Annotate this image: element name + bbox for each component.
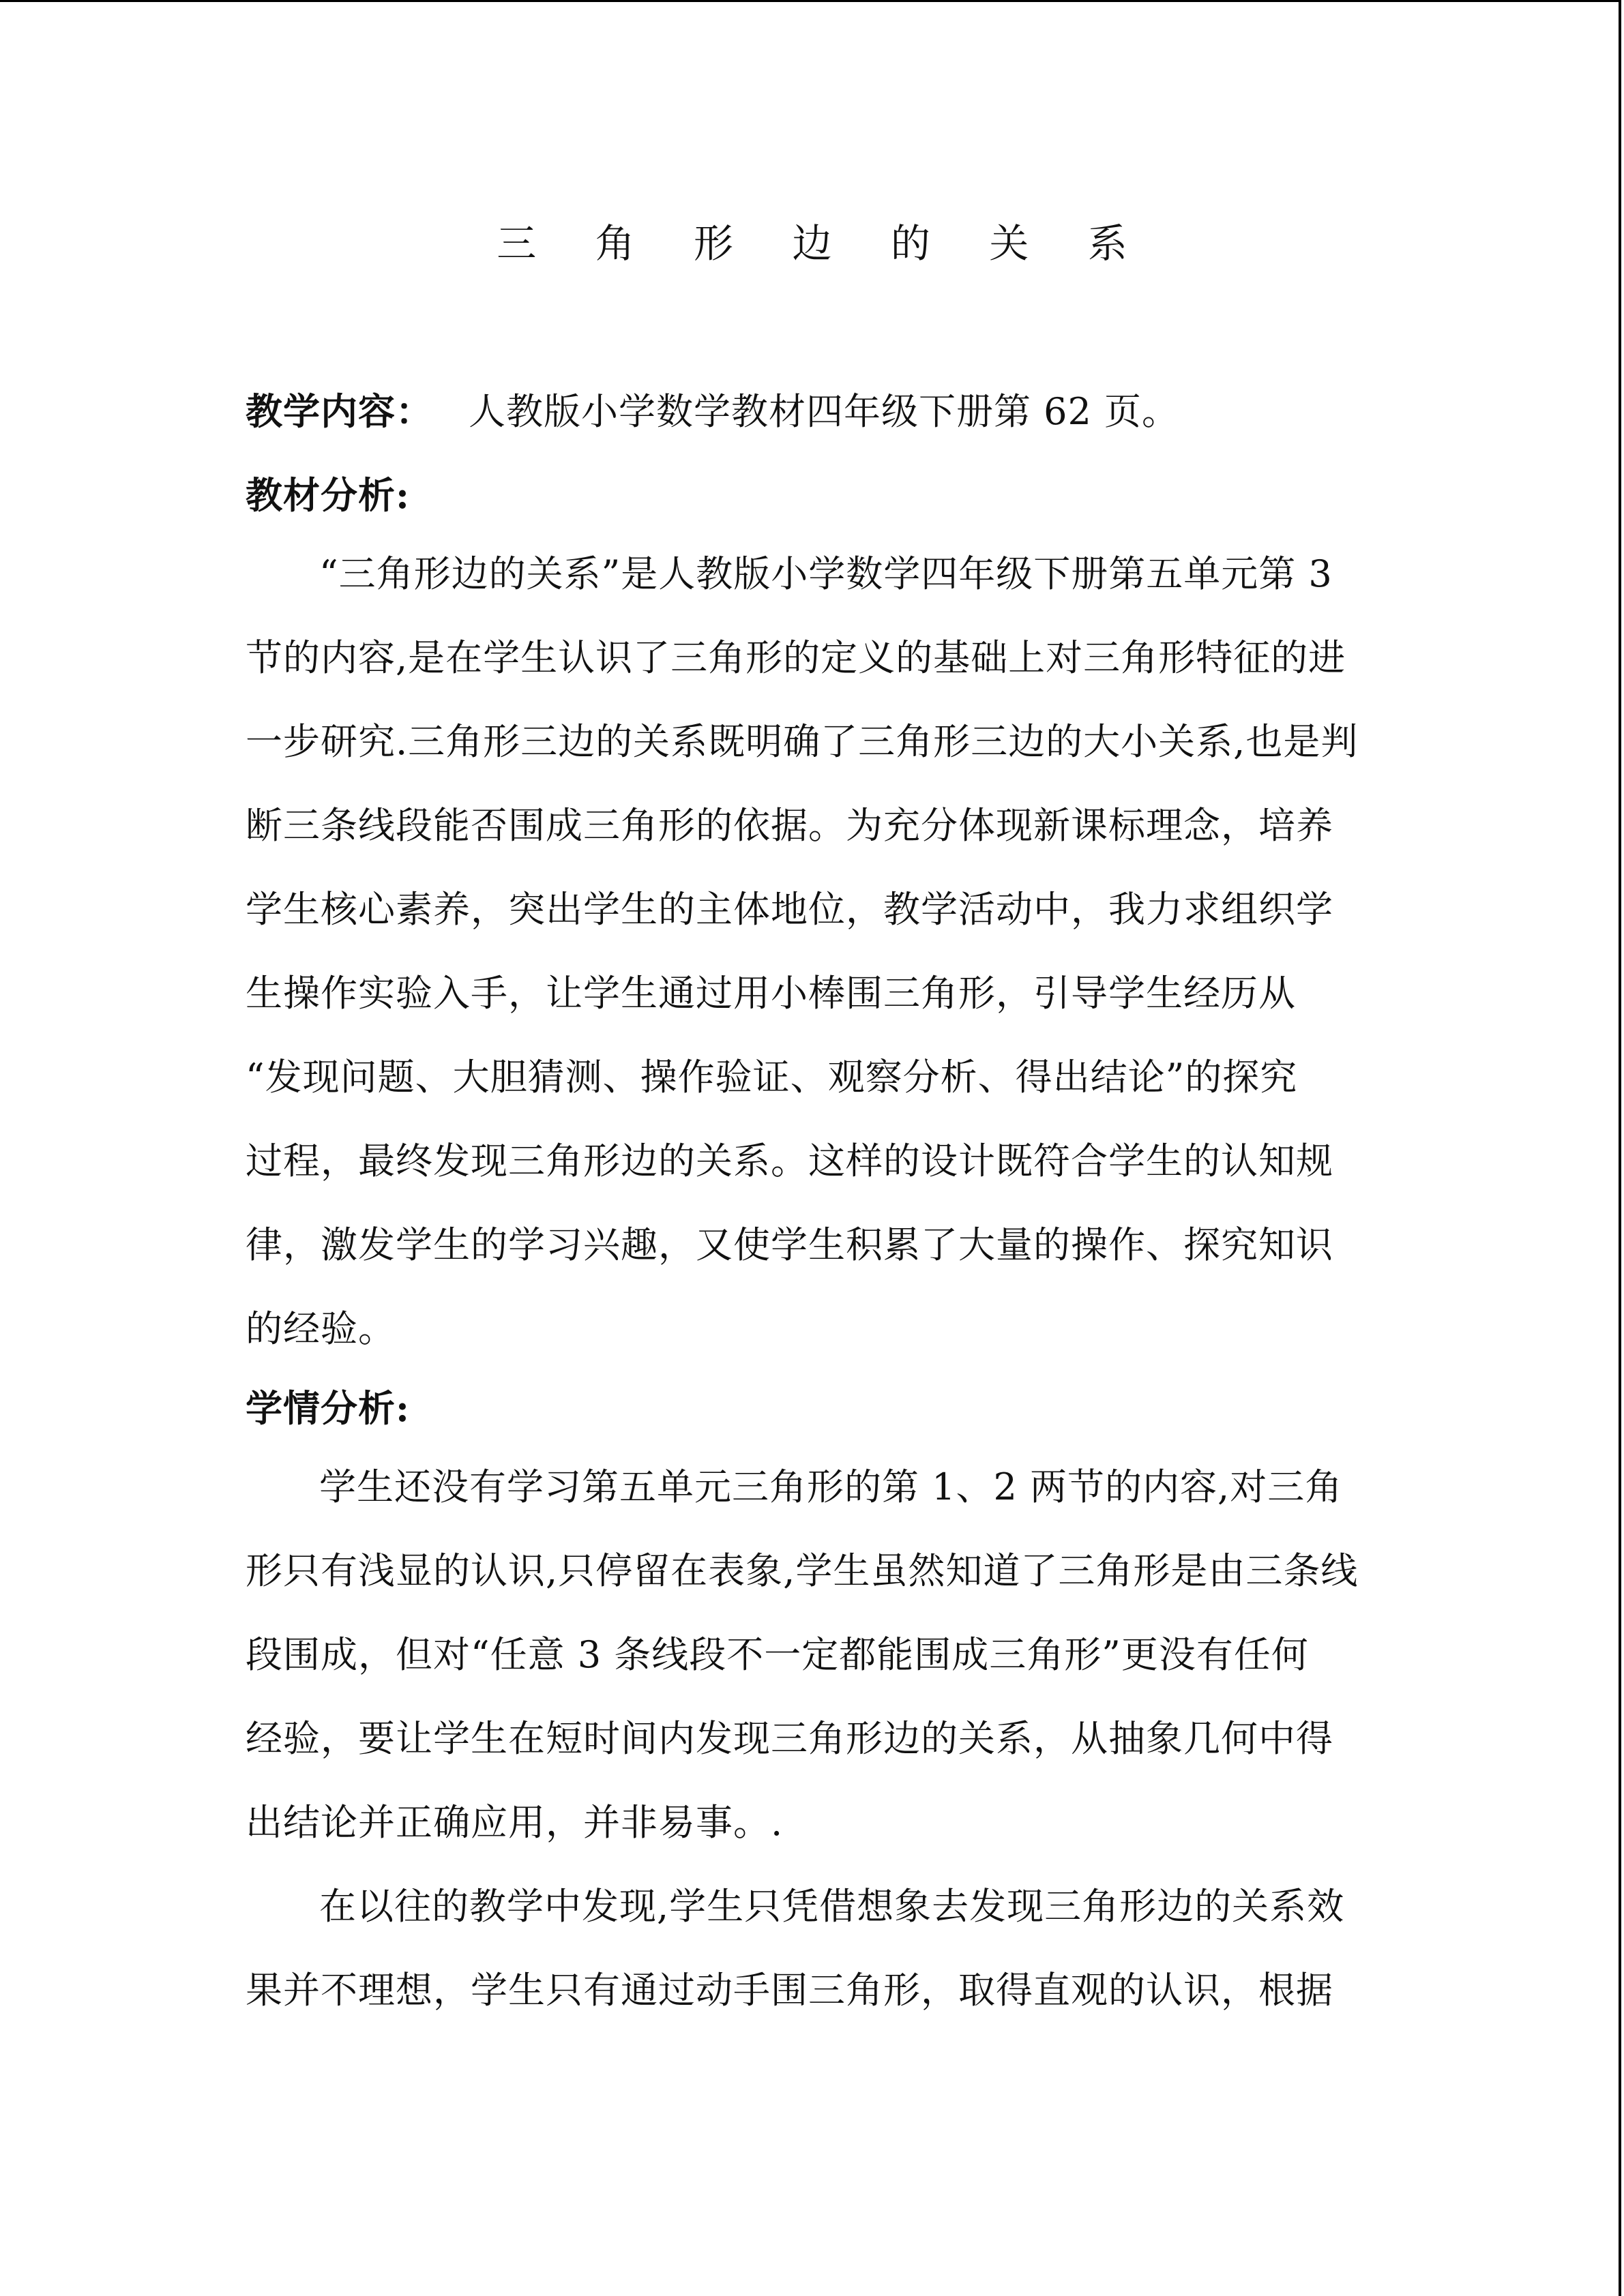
material-analysis-line-3: 一步研究.三角形三边的关系既明确了三角形三边的大小关系,也是判	[246, 720, 1359, 763]
learning-analysis-heading	[246, 1371, 1378, 1450]
material-analysis-line-8: 过程，最终发现三角形边的关系。这样的设计既符合学生的认知规	[246, 1139, 1333, 1182]
teaching-content-line	[246, 374, 1378, 458]
material-analysis-line-9: 律，激发学生的学习兴趣，又使学生积累了大量的操作、探究知识	[246, 1223, 1333, 1266]
material-analysis-line-4: 断三条线段能否围成三角形的依据。为充分体现新课标理念，培养	[246, 804, 1333, 847]
material-analysis-line-1: “三角形边的关系”是人教版小学数学四年级下册第五单元第 3	[319, 552, 1333, 595]
page-title: 三 角 形 边 的 关 系	[497, 220, 1151, 267]
document-body	[246, 374, 1378, 2037]
learning-analysis-p2-line-1: 在以往的教学中发现,学生只凭借想象去发现三角形边的关系效	[319, 1885, 1345, 1928]
material-analysis-heading	[246, 458, 1378, 537]
teaching-content-value: 人教版小学数学教材四年级下册第 62 页。	[469, 390, 1180, 433]
learning-analysis-p1-line-2: 形只有浅显的认识,只停留在表象,学生虽然知道了三角形是由三条线	[246, 1549, 1359, 1592]
teaching-content-label: 教学内容：	[246, 389, 433, 433]
learning-analysis-p2-line-2: 果并不理想，学生只有通过动手围三角形，取得直观的认识，根据	[246, 1969, 1333, 2012]
material-analysis-line-2: 节的内容,是在学生认识了三角形的定义的基础上对三角形特征的进	[246, 636, 1346, 679]
learning-analysis-label: 学情分析:	[246, 1386, 410, 1430]
material-analysis-line-10: 的经验。	[246, 1307, 396, 1350]
material-analysis-line-5: 学生核心素养，突出学生的主体地位，教学活动中，我力求组织学	[246, 888, 1333, 931]
material-analysis-label: 教材分析:	[246, 473, 410, 517]
material-analysis-line-6: 生操作实验入手，让学生通过用小棒围三角形，引导学生经历从	[246, 972, 1296, 1015]
learning-analysis-p1-line-4: 经验，要让学生在短时间内发现三角形边的关系，从抽象几何中得	[246, 1717, 1333, 1760]
learning-analysis-p1-line-5: 出结论并正确应用，并非易事。.	[246, 1801, 784, 1844]
material-analysis-line-7: “发现问题、大胆猜测、操作验证、观察分析、得出结论”的探究	[246, 1056, 1298, 1099]
learning-analysis-p1-line-3: 段围成，但对“任意 3 条线段不一定都能围成三角形”更没有任何	[246, 1633, 1309, 1676]
learning-analysis-p1-line-1: 学生还没有学习第五单元三角形的第 1、2 两节的内容,对三角	[319, 1465, 1343, 1508]
